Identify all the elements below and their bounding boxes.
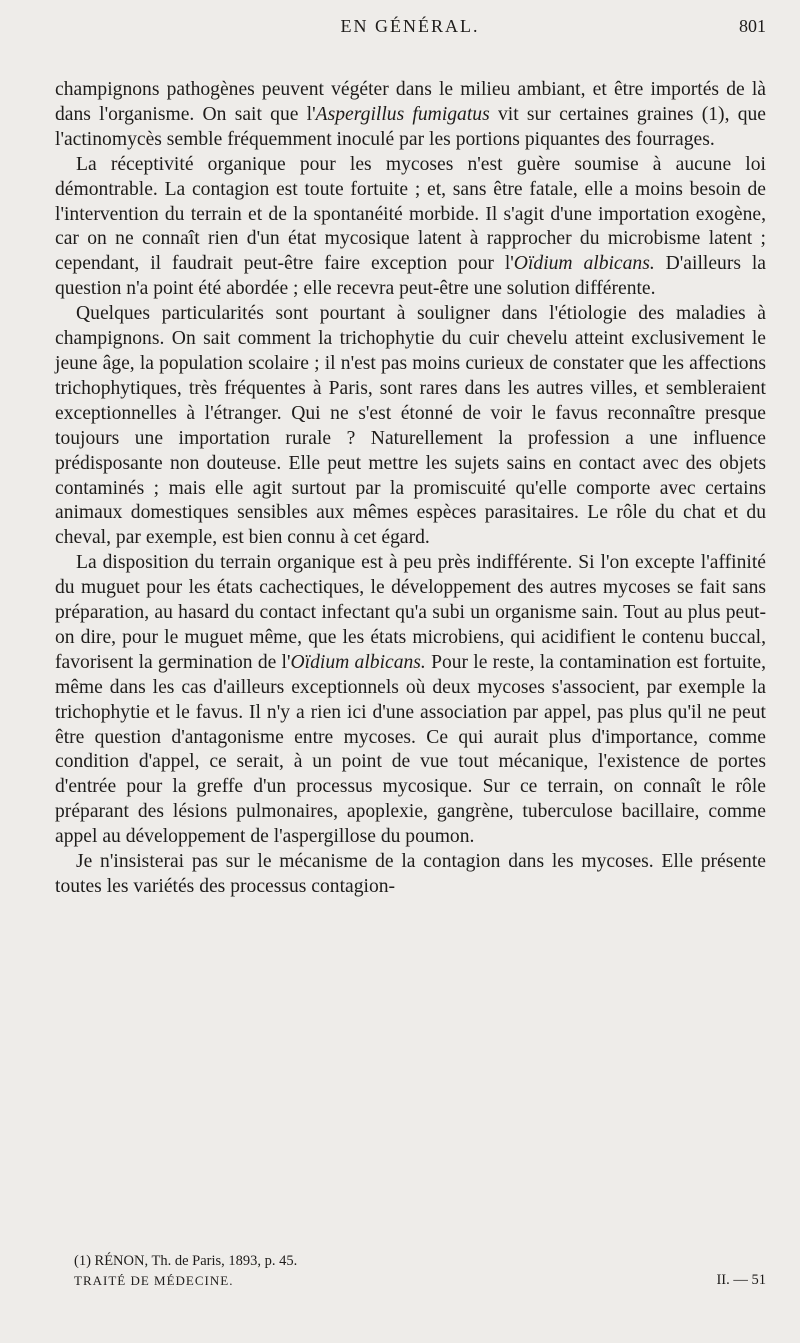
- footer-line: [55, 1271, 766, 1290]
- text-run: La disposition du terrain organique est à peu près indifférente. Si l'on excepte l'affinité du muguet pour les états cachectiques, le développement des autres mycoses se fait sans préparation, au hasard du contact infectant qu'a subi un organisme sain. Tout au plus peut-on dire, pour le muguet même, que les états microbiens, qui acidifient le contenu buccal, favorisent la germination de l': [55, 552, 766, 673]
- paragraph-p2: [55, 153, 766, 302]
- text-run: vit sur certaines graines (1), que l'actinomycès semble fréquemment inoculé par les portions piquantes des fourrages.: [55, 103, 767, 150]
- paragraph-p5: [55, 850, 766, 900]
- footnote: (1) RÉNON, Th. de Paris, 1893, p. 45.: [74, 1253, 298, 1269]
- page-footer: [55, 1252, 766, 1290]
- running-head: EN GÉNÉRAL.: [340, 16, 480, 36]
- text-run: La réceptivité organique pour les mycoses n'est guère soumise à aucune loi démontrable. La contagion est toute fortuite ; et, sans être fatale, elle a moins besoin de l'intervention du terrain et de la spontanéité morbide. Il s'agit d'une importation exogène, car on ne connaît rien d'un état mycosique latent à rapprocher du microbisme latent ; cependant, il faudrait peut-être faire exception pour l': [55, 153, 766, 275]
- body-text: [55, 78, 766, 900]
- signature-mark: II. — 51: [716, 1272, 766, 1288]
- publisher-mark: TRAITÉ DE MÉDECINE.: [74, 1273, 234, 1288]
- text-run: Je n'insisterai pas sur le mécanisme de la contagion dans les mycoses. Elle présente toutes les variétés des processus contagion-: [55, 851, 766, 897]
- italic-term: Oïdium albicans.: [513, 253, 655, 275]
- page-header: [54, 12, 766, 42]
- italic-term: Oïdium albicans.: [290, 651, 426, 673]
- paragraph-p3: [55, 302, 766, 551]
- text-run: D'ailleurs la question n'a point été abordée ; elle recevra peut-être une solution différente.: [55, 253, 766, 300]
- page-number: 801: [739, 16, 766, 36]
- paragraph-p4: [55, 551, 766, 850]
- paragraph-p1: [55, 78, 766, 153]
- text-run: Pour le reste, la contamination est fortuite, même dans les cas d'ailleurs exceptionnels où deux mycoses s'associent, par exemple la trichophytie et le favus. Il n'y a rien ici d'une association par appel, pas plus qu'il ne peut être question d'antagonisme entre mycoses. Ce qui aurait plus d'importance, comme condition d'appel, ce serait, à un point de vue tout mécanique, l'existence de portes d'entrée pour la greffe d'un processus mycosique. Sur ce terrain, on connaît le rôle préparant des lésions pulmonaires, apoplexie, gangrène, tuberculose bacillaire, comme appel au développement de l'aspergillose du poumon.: [55, 651, 767, 848]
- text-run: Quelques particularités sont pourtant à souligner dans l'étiologie des maladies à champignons. On sait comment la trichophytie du cuir chevelu atteint exclusivement le jeune âge, la population scolaire ; il n'est pas moins curieux de constater que les affections trichophytiques, très fréquentes à Paris, sont rares dans les autres villes, et sembleraient exceptionnelles à l'étranger. Qui ne s'est étonné de voir le favus reconnaître presque toujours une importation rurale ? Naturellement la profession a une influence prédisposante non douteuse. Elle peut mettre les sujets sains en contact avec des objets contaminés ; mais elle agit surtout par la promiscuité qu'elle comporte avec certains animaux domestiques sensibles aux mêmes espèces parasitaires. Le rôle du chat et du cheval, par exemple, est bien connu à cet égard.: [55, 303, 766, 549]
- text-run: champignons pathogènes peuvent végéter dans le milieu ambiant, et être importés de là dans l'organisme. On sait que l': [55, 79, 766, 125]
- italic-term: Aspergillus fumigatus: [315, 103, 490, 125]
